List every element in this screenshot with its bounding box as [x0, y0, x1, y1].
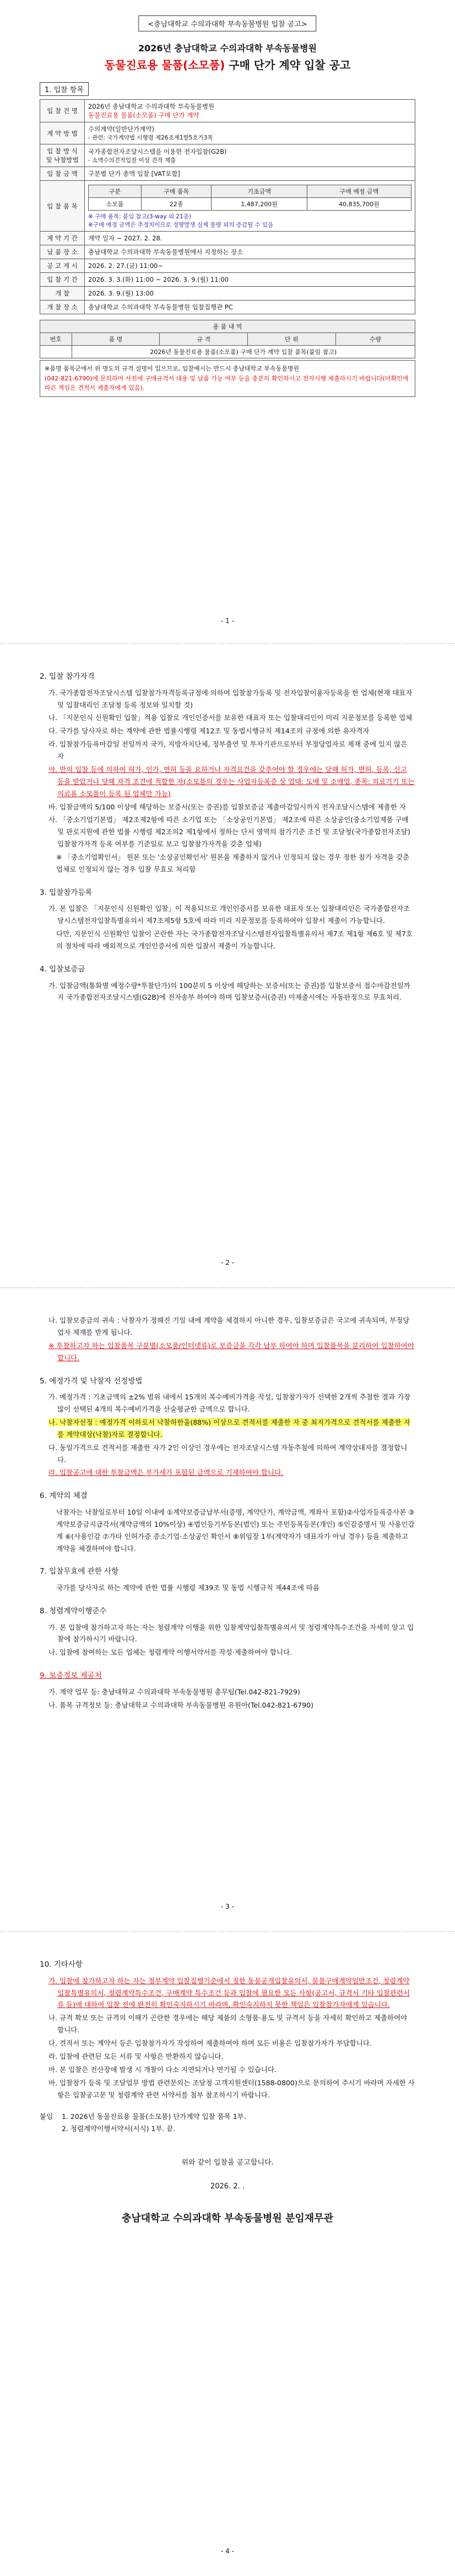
paragraph: 다. 동일가격으로 견적서를 제출한 자가 2인 이상인 경우에는 전자조달시스템 자동추첨에 의하여 계약상대자를 결정합니다. — [48, 1443, 408, 1464]
value-line: 2026년 충남대학교 수의과대학 부속동물병원 — [88, 103, 215, 110]
row-value — [85, 181, 415, 232]
items-header: 구매 품목 — [141, 185, 211, 198]
attachment-item: 1. 2026년 동물진료용 물품(소모품) 단가계약 입찰 품목 1부. — [62, 2112, 246, 2121]
paragraph: 다. 국가를 당사자로 하는 계약에 관한 법률시행령 제12조 및 동법시행규칙 제14조의 규정에 의한 유자격자 — [48, 727, 370, 736]
section-heading: 9. 보증정보 제공처 — [40, 1671, 102, 1681]
paragraph: ※ 「중소기업확인서」 원본 또는 '소상공인확인서' 원본을 제출하지 않거나 인정되지 않는 경우 정한 참가 자격을 갖춘 업체로 인정되지 않는 경우 입찰 무효로 처리함 — [56, 853, 410, 873]
row-key: 개 찰 장 소 — [40, 300, 85, 314]
value-line: 동물진료용 물품(소모품) 구매 단가 계약 — [88, 111, 199, 119]
table-row — [40, 287, 415, 300]
table-row — [40, 167, 415, 181]
bid-info-table — [40, 99, 415, 314]
attachment-item: 2. 청렴계약이행서약서(서식) 1부. 끝. — [62, 2124, 176, 2133]
paragraph: 나. 입찰에 참여하는 모든 업체는 청렴계약 이행서약서를 작성·제출하여야 합니다. — [48, 1648, 292, 1657]
section-heading: 5. 예정가격 및 낙찰자 선정방법 — [40, 1376, 143, 1386]
paragraph — [48, 1340, 415, 1364]
items-note: ※구매 예정 금액은 추정치이므로 정량발생 실제 물량 외의 증감될 수 있음 — [88, 222, 274, 228]
supplies-header: 규 격 — [160, 333, 248, 346]
row-key: 납 품 장 소 — [40, 245, 85, 259]
row-key: 입 찰 금 액 — [40, 167, 85, 181]
value-line: 국가종합전자조달시스템을 이용한 전자입찰(G2B) — [88, 147, 227, 155]
paragraph: 라. 입찰에 관련된 모든 서류 및 사항은 반환하지 않습니다. — [48, 2052, 224, 2060]
table-row — [40, 259, 415, 273]
supplies-header: 단 위 — [248, 333, 336, 346]
items-cell: 22종 — [141, 198, 211, 211]
paragraph: 바. 입찰금액의 5/100 이상에 해당하는 보증서(또는 증권)를 입찰보증금 제출마감일시까지 전자조달시스템에 제출한 자 — [48, 802, 406, 811]
paragraph: 낙찰자는 낙찰일로부터 10일 이내에 ①계약보증금납부서(증명, 계약단가, 계약금액, 계좌사 포함)②사업자등록증사본 ③계약보증금지급각서(계약금액의 10%이상) ④법인등기부등본(법인) 또는 주민등록등본(개인) ⑤인감증명서 및 사용인감계 ⑥(사용인감 ⑦가타 인허가증 증소기업·소상공인 확인서 ⑧위임장 1부(계약자가 대표자가 아닐 경우) 등을 제출하고 계약을 체결하여야 합니다. — [56, 1507, 415, 1553]
table-row — [40, 144, 415, 167]
paragraph: 가. 입찰금액(통화별 예정수량*투찰단가)의 100분의 5 이상에 해당하는 보증서(또는 증권)를 입찰보증서 접수마감전일까지 국가종합전자조달시스템(G2B)에 전자송부 하여야 하며 입찰보증서(증권) 미제출시에는 자동판정으로 무효처리. — [48, 981, 410, 1002]
items-note: ※ 구매 품목: 붙임 참고(3-way 외 21종) — [88, 213, 192, 220]
table-row — [40, 100, 415, 122]
page-number: - 3 - — [221, 1903, 234, 1910]
table-row — [40, 300, 415, 314]
row-key: 입 찰 품 목 — [40, 181, 85, 232]
paragraph: 마. 본 입찰은 전산장애 발생 시 개찰이 다소 지연되거나 연기될 수 있습니다. — [48, 2065, 277, 2074]
notice-date: 2026. 2. . — [210, 2182, 245, 2191]
paragraph: 가. 본 입찰에 참가하고자 하는 자는 청렴계약 이행을 위한 입찰계약입찰특별유의서 및 청렴계약특수조건을 자세히 알고 입찰에 참가하시기 바랍니다. — [48, 1623, 414, 1644]
paragraph: 바. 입찰참가 등록 및 조달업무 방법 관련문의는 조달청 고객지원센터(1588-0800)으로 문의하여 주시기 바라며 자세한 사항은 입찰공고문 및 청렴계약 관련 서약서를 첨부 참조하시기 바랍니다. — [48, 2078, 415, 2099]
notice-title-highlight: 동물진료용 물품(소모품) — [104, 58, 225, 72]
attachments-list — [62, 2111, 246, 2135]
paragraph: 마. 반의 입찰 등에 의하여 허가, 인가, 면허 등을 요하거나 자격요건을 갖추어야 할 경우에는 당해 허가, 면허, 등록, 신고 등을 받았거나 당해 자격 조건에 적합한 자(소모품의 경우는 사업자등록증 상 업태: 도매 및 소매업, 종목: 의료기기 또는 의료용 소모품이 등록 된 업체만 가능) — [48, 765, 415, 798]
table-row — [40, 122, 415, 144]
value-line: 수의계약(일반단가계약) — [88, 125, 155, 133]
notice-header-box: <충남대학교 수의과대학 부속동물병원 입찰 공고> — [138, 15, 316, 31]
supplies-header: 품 명 — [72, 333, 160, 346]
row-value: 계약 일자 ~ 2027. 2. 28. — [85, 232, 415, 245]
row-value: 2026. 3. 3.(화) 11:00 ~ 2026. 3. 9.(월) 11:00 — [85, 273, 415, 287]
paragraph: 가. 본 입찰은 「지문인식 신원확인 입찰」이 적용되므로 개인인증서를 보유한 대표자 또는 입찰대리인은 국가종합전자조달시스템전자입찰특별유의서 제7조제5항 5호에 따라 미리 지문정보를 등록하여야 입찰서 제출이 가능합니다. — [48, 904, 410, 925]
value-line: - 관련: 국가계약법 시행령 제26조제1항5호가3목 — [88, 135, 213, 141]
paragraph: 사. 「중소기업기본법」 제2조제2항에 따른 소기업 또는 「소상공인기본법」 제2조에 따른 소상공인(중소기업제품 구매 및 판로지원에 관한 법률 시행령 제2조의2 제1항에서 정하는 단서 영역의 참가기준 조건 및 조달청(국가종합전자조달) 입찰참가자격 등록 여부를 기준일로 보고 입찰참가자격을 갖춘 업체) — [48, 815, 410, 849]
table-row — [40, 273, 415, 287]
supplies-note-line: (042-821-6790)에 문의하여 사전에 구매규격서 내용 및 납품 가능 여부 등을 충분히 확인하시고 전자시행 제출하시기 바랍니다(미확인에 따른 책임은 견적서 제출자에게 있음). — [45, 374, 409, 392]
paragraph: 나. 규격 확보 또는 규격의 이해가 곤란한 경우에는 해당 제품의 소형품·용도 및 규격서 등을 자세히 확인하고 제출하여야 합니다. — [48, 2014, 408, 2035]
supplies-header: 번호 — [40, 333, 72, 346]
row-value — [85, 144, 415, 167]
page-1 — [0, 0, 455, 644]
section-heading: 3. 입찰참가등록 — [40, 888, 93, 897]
row-value: 2026. 2. 27.(금) 11:00~ — [85, 259, 415, 273]
section-heading: 1. 입찰 항목 — [40, 82, 89, 96]
items-cell: 40,835,700원 — [307, 198, 411, 211]
table-row — [40, 245, 415, 259]
supplies-cell — [40, 346, 72, 358]
row-key: 입 찰 기 간 — [40, 273, 85, 287]
section-heading: 2. 입찰 참가자격 — [40, 672, 95, 681]
highlight-text: 가. 입찰에 참가하고자 하는 자는 정부계약 입찰집행기준에서 정한 동물공개입찰유의서, 물품구매계약일반조건, 청렴계약입찰특별유의서, 청렴계약특수조건, 구매계약 특수조건 등과 입찰에 필요한 모든 사항(공고서, 규격서 기타 입찰관련서류 등)에 대하여 입찰 전에 완전히 확인숙지하시기 바라며, 확인숙지하지 못한 책임은 입찰참가자에게 있습니다. — [48, 1976, 410, 2009]
items-cell: 소모품 — [89, 198, 142, 211]
supplies-note-line: ※품명 품목군에서 위 명도의 규격 설명이 있으므로, 입찰예시는 반드시 충남대학교 부속동물병원 — [45, 365, 300, 372]
page-4 — [0, 1932, 455, 2576]
items-header: 구매 예정 금액 — [307, 185, 411, 198]
attachments — [40, 2111, 415, 2135]
items-header: 구분 — [89, 185, 142, 198]
items-table — [88, 185, 411, 211]
supplies-list-table — [40, 320, 415, 358]
page-number: - 4 - — [221, 2547, 234, 2555]
paragraph: 가. 예정가격 : 기초금액의 ±2% 범위 내에서 15개의 복수예비가격을 작성, 입찰참가자가 선택한 2개씩 추첨한 결과 가장 많이 선택된 4개의 복수예비가격을 산술평균한 금액으로 합니다. — [48, 1393, 411, 1413]
section-heading: 7. 입찰무효에 관한 사항 — [40, 1567, 119, 1576]
row-value: 2026. 3. 9.(월) 13:00 — [85, 287, 415, 300]
paragraph — [48, 1975, 415, 2011]
supplies-list-title: 용 품 내 역 — [40, 320, 415, 333]
section-heading: 4. 입찰보증금 — [40, 964, 85, 974]
closing-text: 위와 같이 입찰을 공고합니다. — [181, 2159, 274, 2167]
page-number: - 2 - — [221, 1259, 234, 1266]
page-number: - 1 - — [221, 617, 234, 625]
supplies-cell: 2026년 동물진료용 물품(소모품) 구매 단가 계약 입찰 품목(붙임 참고) — [72, 346, 415, 358]
row-key: 입 찰 방 식 및 낙찰방법 — [40, 144, 85, 167]
paragraph: 가. 국가종합전자조달시스템 입찰참가자격등록규정에 의하여 입찰참가등록 및 전자입찰이용자등록을 한 업체(현재 대표자 및 입찰대리인 조달청 등록 정보와 일치할 것) — [48, 688, 413, 709]
items-header: 기초금액 — [212, 185, 307, 198]
highlight-text: 나. 낙찰자선정 : 예정가격 이하로서 낙찰하한율(88%) 이상으로 견적서를 제출한 자 중 최저가격으로 견적서를 제출한 자를 계약대상(낙찰)자로 결정합니다. — [48, 1418, 410, 1439]
paragraph — [48, 1416, 415, 1441]
highlight-text: ※ 투찰하고자 하는 입찰품목 구분별(소모품/인터넷류)로 보증금을 각각 납부 하여야 하며 입찰품목을 분리하여 입찰하여야 합니다. — [48, 1341, 414, 1362]
row-value — [85, 122, 415, 144]
row-key: 입 찰 건 명 — [40, 100, 85, 122]
notice-title-line2 — [40, 56, 415, 72]
section-heading: 8. 청렴계약이행준수 — [40, 1606, 107, 1616]
value-line: - 소액수의견적입찰 이상 견적 제출 — [88, 157, 176, 164]
section-heading: 10. 기타사항 — [40, 1960, 83, 1969]
row-value: 충남대학교 수의과대학 부속동물병원에서 지정하는 장소 — [85, 245, 415, 259]
notice-title-rest: 구매 단가 계약 입찰 공고 — [225, 58, 351, 72]
row-value — [85, 100, 415, 122]
notice-title-line1: 2026년 충남대학교 수의과대학 부속동물병원 — [138, 43, 317, 53]
table-row — [40, 232, 415, 245]
paragraph: 다. 견적서 또는 계약서 등은 입찰참가자가 작성하여 제출하여야 하며 모든 비용은 입찰참가자가 부담합니다. — [48, 2039, 372, 2047]
row-key: 계 약 방 법 — [40, 122, 85, 144]
row-key: 개 찰 — [40, 287, 85, 300]
section-heading: 6. 계약의 체결 — [40, 1491, 88, 1501]
paragraph: 다만, 지문인식 신원확인 입찰이 곤란한 자는 국가종합전자조달시스템전자입찰특별유의서 제7조 제1항 제6호 및 제7호의 절차에 따라 예외적으로 개인인증서에 의한 입찰서 제출이 가능합니다. — [56, 930, 413, 950]
paragraph: 라. 입찰공고에 대한 투찰금액은 부가세가 포함된 금액으로 기재하여야 합니다. — [48, 1468, 284, 1477]
row-key: 계 약 기 간 — [40, 232, 85, 245]
row-key: 공 고 게 시 — [40, 259, 85, 273]
attachments-label: 붙임 — [40, 2112, 53, 2121]
table-row — [40, 181, 415, 232]
row-value: 구분별 단가 총액 입찰 [VAT포함] — [85, 167, 415, 181]
paragraph: 국가를 당사자로 하는 계약에 관한 법률 시행령 제39조 및 동법 시행규칙 제44조에 따름 — [56, 1584, 319, 1592]
paragraph: 라. 입찰참가등록마감일 전일까지 국가, 지방자치단체, 정부출연 및 투자기관으로부터 부정당업자로 제재 중에 있지 않은 자 — [48, 740, 408, 760]
paragraph: 가. 계약 업무 등: 충남대학교 수의과대학 부속동물병원 총무팀(Tel.042-821-7929) — [48, 1687, 300, 1696]
row-value: 충남대학교 수의과대학 부속동물병원 입찰집행관 PC — [85, 300, 415, 314]
page-2 — [0, 644, 455, 1288]
signature-line: 충남대학교 수의과대학 부속동물병원 분임재무관 — [122, 2212, 333, 2224]
supplies-note — [40, 360, 415, 397]
paragraph: 나. 입찰보증금의 귀속 : 낙찰자가 정해진 기일 내에 계약을 체결하지 아니한 경우, 입찰보증금은 국고에 귀속되며, 부정당업자 제재를 받게 됩니다. — [48, 1316, 410, 1337]
paragraph: 나. 품목 규격정보 등: 충남대학교 수의과대학 부속동물병원 유원아(Tel.042-821-6790) — [48, 1700, 313, 1709]
page-3 — [0, 1288, 455, 1932]
supplies-header: 수량 — [335, 333, 415, 346]
paragraph: 나. 「지문인식 신원확인 입찰」적용 입찰로 개인인증서를 보유한 대표자 또는 입찰대리인이 미리 지문정보를 등록한 업체 — [48, 713, 413, 722]
items-cell: 1,487,200원 — [212, 198, 307, 211]
